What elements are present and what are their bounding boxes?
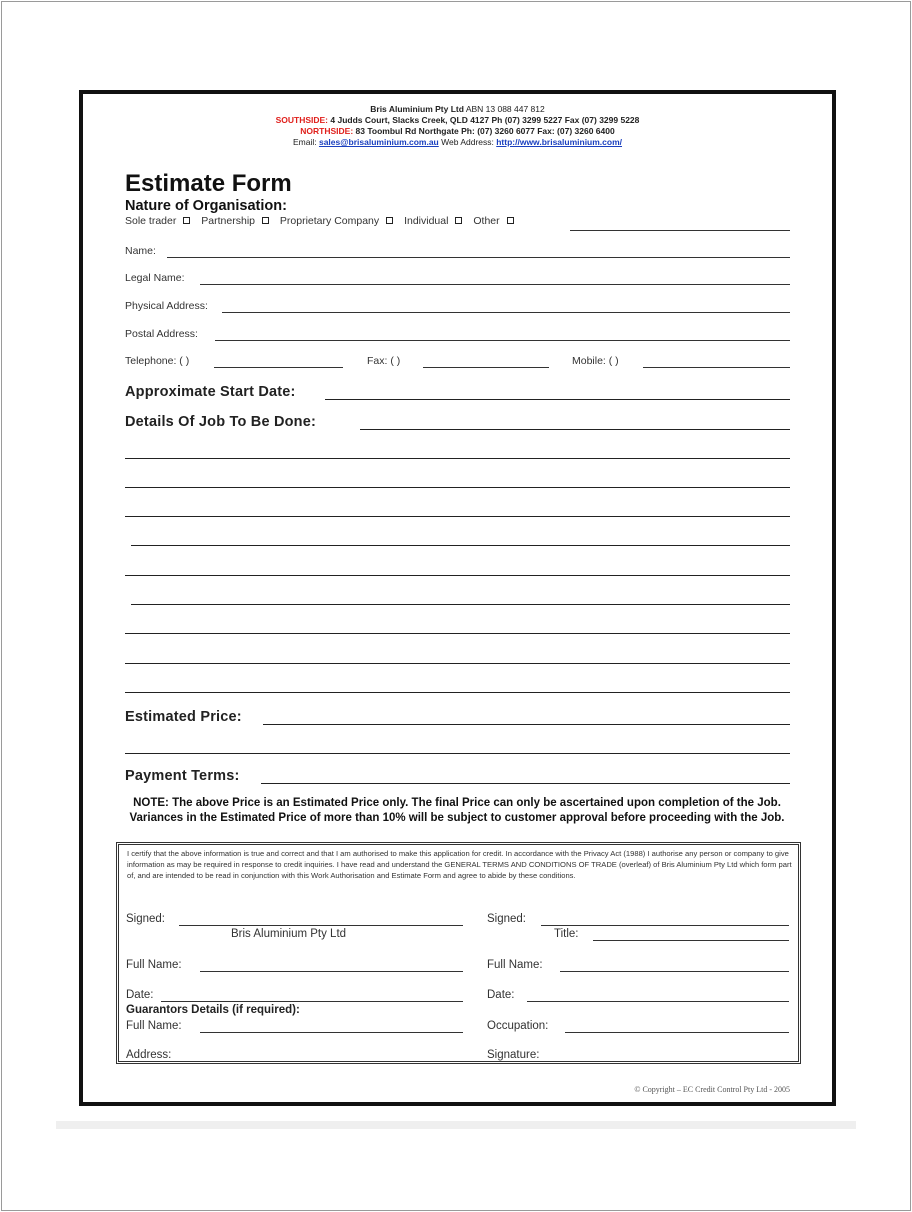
estimate-form-document [79, 90, 836, 1106]
full-name-left-label: Full Name: [126, 959, 182, 971]
fax-field[interactable] [423, 367, 549, 368]
price-note: NOTE: The above Price is an Estimated Price only. The final Price can only be ascertained upon completion of the Job. Variances in the Estimated Price of more than 10% will be subject to customer approval before proceeding with the Job. [129, 797, 785, 824]
start-date-label: Approximate Start Date: [125, 384, 296, 400]
guarantors-heading: Guarantors Details (if required): [126, 1004, 300, 1016]
details-field-line-9[interactable] [125, 663, 790, 664]
full-name-right-field[interactable] [560, 971, 789, 972]
title-label: Title: [554, 928, 579, 940]
mobile-label: Mobile: ( ) [572, 355, 619, 367]
postal-address-field[interactable] [215, 340, 790, 341]
other-field[interactable] [570, 230, 790, 231]
northside-label: NORTHSIDE: [300, 126, 354, 136]
payment-terms-label: Payment Terms: [125, 768, 240, 784]
option-other: Other [473, 215, 500, 227]
partnership-checkbox[interactable] [262, 217, 269, 224]
company-name: Bris Aluminium Pty Ltd [370, 104, 464, 114]
details-field-line-4[interactable] [125, 516, 790, 517]
details-field-line-2[interactable] [125, 458, 790, 459]
mobile-field[interactable] [643, 367, 790, 368]
telephone-field[interactable] [214, 367, 343, 368]
company-line [83, 104, 832, 115]
occupation-field[interactable] [565, 1032, 789, 1033]
details-field-line-10[interactable] [125, 692, 790, 693]
company-abn: ABN 13 088 447 812 [463, 104, 545, 114]
individual-checkbox[interactable] [455, 217, 462, 224]
fax-label: Fax: ( ) [367, 355, 401, 367]
company-signature-name: Bris Aluminium Pty Ltd [231, 928, 347, 940]
signed-left-label: Signed: [126, 913, 166, 925]
details-field-line-1[interactable] [360, 429, 790, 430]
estimated-price-field[interactable] [263, 724, 790, 725]
northside-address: 83 Toombul Rd Northgate Ph: (07) 3260 6077 Fax: (07) 3260 6400 [353, 126, 615, 136]
southside-label: SOUTHSIDE: [275, 115, 329, 125]
signed-left-field[interactable] [179, 925, 463, 926]
southside-line [83, 115, 832, 126]
details-field-line-6[interactable] [125, 575, 790, 576]
estimated-price-label: Estimated Price: [125, 709, 242, 725]
page-shadow [56, 1121, 856, 1129]
signed-right-label: Signed: [487, 913, 527, 925]
date-right-label: Date: [487, 989, 515, 1001]
title-field[interactable] [593, 940, 789, 941]
physical-address-label: Physical Address: [125, 300, 208, 312]
guarantor-full-name-label: Full Name: [126, 1020, 182, 1032]
legal-name-field[interactable] [200, 284, 790, 285]
web-label: Web Address: [438, 137, 497, 147]
southside-address: 4 Judds Court, Slacks Creek, QLD 4127 Ph (07) 3299 5227 Fax (07) 3299 5228 [328, 115, 640, 125]
email-link[interactable]: sales@brisaluminium.com.au [318, 137, 439, 147]
certification-text: I certify that the above information is true and correct and that I am authorised to make this application for credit. In accordance with the Privacy Act (1988) I authorise any person or company to give information as may be required in response to credit inquiries. I have read and understand the GENERAL TERMS AND CONDITIONS OF TRADE (overleaf) of Bris Aluminium Pty Ltd which form part of, and are intended to be read in conjunction with this Work Authorisation and Estimate Form and agree to abide by these conditions. [127, 849, 792, 880]
nature-options [125, 215, 522, 227]
option-partnership: Partnership [201, 215, 255, 227]
other-checkbox[interactable] [507, 217, 514, 224]
sole-trader-checkbox[interactable] [183, 217, 190, 224]
date-left-field[interactable] [161, 1001, 463, 1002]
web-link[interactable]: http://www.brisaluminium.com/ [496, 137, 623, 147]
certification-box [116, 842, 801, 1064]
details-field-line-8[interactable] [125, 633, 790, 634]
details-field-line-5[interactable] [131, 545, 790, 546]
option-sole-trader: Sole trader [125, 215, 177, 227]
form-title: Estimate Form [125, 170, 292, 197]
signed-right-field[interactable] [541, 925, 789, 926]
details-label: Details Of Job To Be Done: [125, 414, 317, 430]
name-label: Name: [125, 245, 156, 257]
contact-line [83, 137, 832, 148]
payment-terms-field[interactable] [261, 783, 790, 784]
proprietary-company-checkbox[interactable] [386, 217, 393, 224]
estimated-price-field-2[interactable] [125, 753, 790, 754]
name-field[interactable] [167, 257, 790, 258]
legal-name-label: Legal Name: [125, 272, 185, 284]
full-name-left-field[interactable] [200, 971, 463, 972]
option-proprietary-company: Proprietary Company [279, 215, 380, 227]
signature-label: Signature: [487, 1049, 540, 1061]
copyright-text: © Copyright – EC Credit Control Pty Ltd - 2005 [634, 1085, 790, 1094]
full-name-right-label: Full Name: [487, 959, 543, 971]
guarantor-full-name-field[interactable] [200, 1032, 463, 1033]
address-field[interactable] [186, 1061, 463, 1062]
physical-address-field[interactable] [222, 312, 790, 313]
details-field-line-7[interactable] [131, 604, 790, 605]
postal-address-label: Postal Address: [125, 328, 198, 340]
nature-heading: Nature of Organisation: [125, 198, 287, 214]
occupation-label: Occupation: [487, 1020, 549, 1032]
option-individual: Individual [404, 215, 449, 227]
start-date-field[interactable] [325, 399, 790, 400]
details-field-line-3[interactable] [125, 487, 790, 488]
telephone-label: Telephone: ( ) [125, 355, 190, 367]
date-left-label: Date: [126, 989, 154, 1001]
northside-line [83, 126, 832, 137]
address-label: Address: [126, 1049, 172, 1061]
email-label: Email: [292, 137, 319, 147]
date-right-field[interactable] [527, 1001, 789, 1002]
signature-field[interactable] [563, 1061, 789, 1062]
